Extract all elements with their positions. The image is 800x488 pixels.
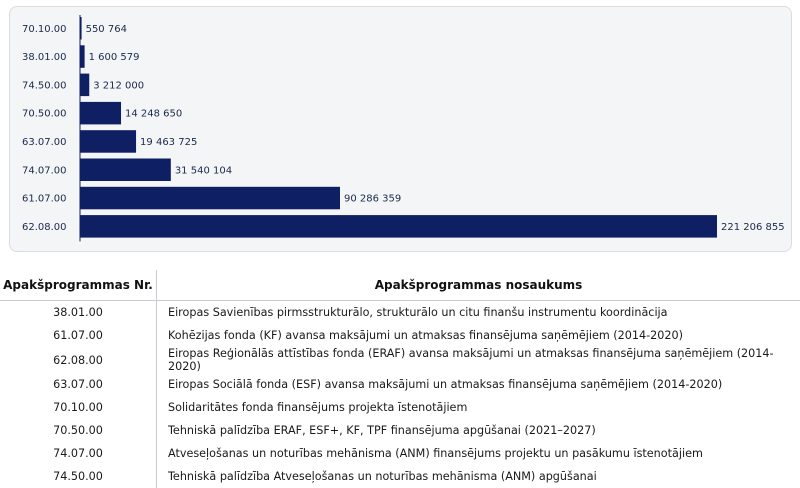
bar-value-label: 550 764 — [85, 23, 127, 35]
y-tick-label: 70.10.00 — [22, 23, 67, 35]
bar — [80, 45, 85, 68]
table-row — [0, 324, 800, 347]
y-tick-label: 63.07.00 — [22, 136, 67, 148]
subprogram-table — [0, 270, 800, 488]
bar — [80, 102, 121, 125]
bar-value-label: 90 286 359 — [343, 193, 402, 205]
y-tick-label: 61.07.00 — [22, 193, 67, 205]
bar-chart — [10, 7, 793, 253]
y-tick-label: 38.01.00 — [22, 52, 67, 64]
bar-value-label: 1 600 579 — [88, 52, 140, 64]
header-name: Apakšprogrammas nosaukums — [374, 278, 583, 292]
table-row — [0, 301, 800, 325]
row-name: Eiropas Sociālā fonda (ESF) avansa maksājumi un atmaksas finansējuma saņēmējiem (2014-2020) — [168, 378, 723, 391]
row-nr: 70.10.00 — [0, 396, 157, 419]
chart-panel — [9, 6, 792, 252]
y-tick-label: 70.50.00 — [22, 108, 67, 120]
row-nr: 38.01.00 — [0, 301, 157, 325]
row-name: Tehniskā palīdzība ERAF, ESF+, KF, TPF finansējuma apgūšanai (2021–2027) — [168, 424, 596, 437]
row-name: Solidaritātes fonda finansējums projekta īstenotājiem — [168, 401, 468, 414]
table-row — [0, 419, 800, 442]
bar — [80, 17, 82, 40]
y-tick-label: 74.07.00 — [22, 165, 67, 177]
table-row — [0, 373, 800, 396]
bar-value-label: 221 206 855 — [721, 221, 785, 233]
row-name: Eiropas Savienības pirmsstrukturālo, strukturālo un citu finanšu instrumentu koordinācija — [168, 306, 668, 319]
row-nr: 70.50.00 — [0, 419, 157, 442]
bar — [80, 74, 89, 97]
bar-value-label: 3 212 000 — [93, 80, 145, 92]
table-row — [0, 465, 800, 488]
y-tick-label: 62.08.00 — [22, 221, 67, 233]
bar-value-label: 14 248 650 — [125, 108, 183, 120]
row-nr: 61.07.00 — [0, 324, 157, 347]
table-row — [0, 442, 800, 465]
row-nr: 74.07.00 — [0, 442, 157, 465]
header-nr: Apakšprogrammas Nr. — [0, 270, 157, 301]
table-row — [0, 396, 800, 419]
row-name: Atveseļošanas un noturības mehānisma (ANM) finansējums projektu un pasākumu īstenotājiem — [168, 447, 703, 460]
bar-value-label: 19 463 725 — [140, 136, 198, 148]
row-name: Eiropas Reģionālās attīstības fonda (ERAF) avansa maksājumi un atmaksas finansējuma saņēmējiem (2014-2020) — [168, 347, 774, 373]
row-nr: 74.50.00 — [0, 465, 157, 488]
row-nr: 63.07.00 — [0, 373, 157, 396]
table-header-row — [0, 270, 800, 301]
table-row — [0, 347, 800, 373]
y-tick-label: 74.50.00 — [22, 80, 67, 92]
bar-value-label: 31 540 104 — [174, 165, 233, 177]
row-name: Tehniskā palīdzība Atveseļošanas un noturības mehānisma (ANM) apgūšanai — [168, 470, 597, 483]
bar — [80, 215, 717, 238]
row-nr: 62.08.00 — [0, 347, 157, 373]
bar — [80, 130, 136, 153]
bar — [80, 187, 340, 210]
row-name: Kohēzijas fonda (KF) avansa maksājumi un atmaksas finansējuma saņēmējiem (2014-2020) — [168, 329, 683, 342]
bar — [80, 159, 171, 182]
